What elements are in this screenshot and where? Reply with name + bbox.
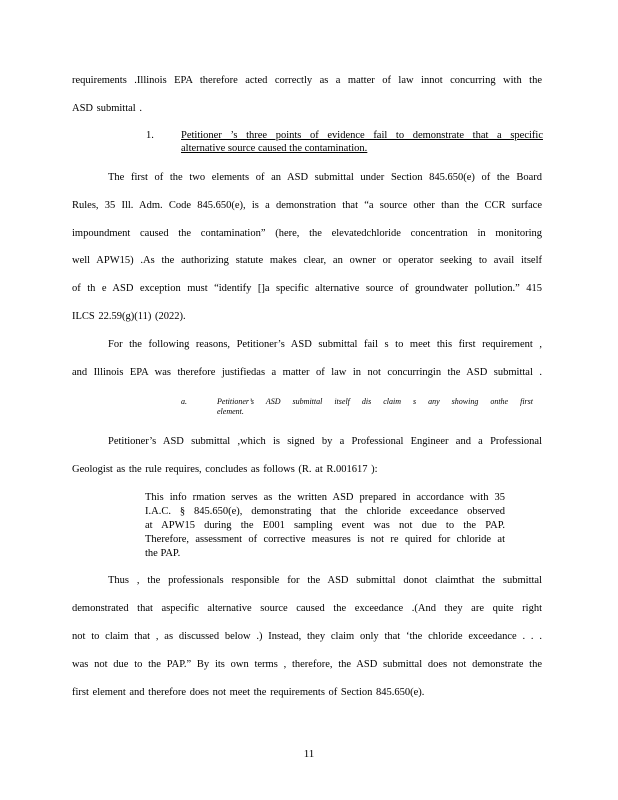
paragraph-2-line-5: of th e ASD exception must “identify []a specific alternative source of groundwater pollution.” 415 (72, 283, 542, 294)
block-quote (145, 491, 505, 561)
paragraph-5-line-5: first element and therefore does not meet the requirements of Section 845.650(e). (72, 687, 425, 698)
paragraph-2-line-4: well APW15) .As the authorizing statute makes clear, an owner or operator seeking to avail itself (72, 255, 542, 266)
block-quote-line: Therefore, assessment of corrective measures is not re quired for chloride at (145, 534, 505, 545)
paragraph-2-line-3: impoundment caused the contamination” (here, the elevatedchloride concentration in monitoring (72, 228, 542, 239)
subheading-line-2: element. (217, 407, 244, 416)
paragraph-4-line-2: Geologist as the rule requires, concludes as follows (R. at R.001617 ): (72, 464, 378, 475)
block-quote-line: I.A.C. § 845.650(e), demonstrating that the chloride exceedance observed (145, 506, 505, 517)
paragraph-2-line-6: ILCS 22.59(g)(11) (2022). (72, 311, 186, 322)
paragraph-4-line-1: Petitioner’s ASD submittal ,which is signed by a Professional Engineer and a Professional (108, 436, 542, 447)
paragraph-5-line-4: was not due to the PAP.” By its own terms , therefore, the ASD submittal does not demonstrate the (72, 659, 542, 670)
block-quote-line: This info rmation serves as the written ASD prepared in accordance with 35 (145, 492, 505, 503)
paragraph-3-line-2: and Illinois EPA was therefore justifiedas a matter of law in not concurringin the ASD submittal . (72, 367, 542, 378)
section-heading-line-2: alternative source caused the contamination. (181, 143, 368, 154)
page-number: 11 (303, 748, 315, 760)
paragraph-1-line-2: ASD submittal . (72, 103, 142, 114)
subheading-letter: a. (181, 397, 187, 406)
section-heading-text (181, 129, 543, 155)
paragraph-2-line-2: Rules, 35 Ill. Adm. Code 845.650(e), is a demonstration that “a source other than the CCR surface (72, 200, 542, 211)
paragraph-1-line-1: requirements .Illinois EPA therefore acted correctly as a matter of law innot concurring with the (72, 75, 542, 86)
paragraph-3-line-1: For the following reasons, Petitioner’s ASD submittal fail s to meet this first requirement , (108, 339, 542, 350)
subheading-line-1: Petitioner’s ASD submittal itself dis claim s any showing onthe first (217, 397, 533, 406)
paragraph-5-line-3: not to claim that , as discussed below .) Instead, they claim only that ‘the chloride exceedance . . . (72, 631, 542, 642)
block-quote-line: at APW15 during the E001 sampling event was not due to the PAP. (145, 520, 505, 531)
section-heading-number: 1. (146, 130, 154, 141)
paragraph-5-line-1: Thus , the professionals responsible for the ASD submittal donot claimthat the submittal (108, 575, 542, 586)
subheading-text (217, 397, 533, 417)
block-quote-line: the PAP. (145, 548, 181, 559)
paragraph-2-line-1: The first of the two elements of an ASD submittal under Section 845.650(e) of the Board (108, 172, 542, 183)
section-heading-line-1: Petitioner ’s three points of evidence fail to demonstrate that a specific (181, 130, 543, 141)
paragraph-5-line-2: demonstrated that aspecific alternative source caused the exceedance .(And they are quite right (72, 603, 542, 614)
